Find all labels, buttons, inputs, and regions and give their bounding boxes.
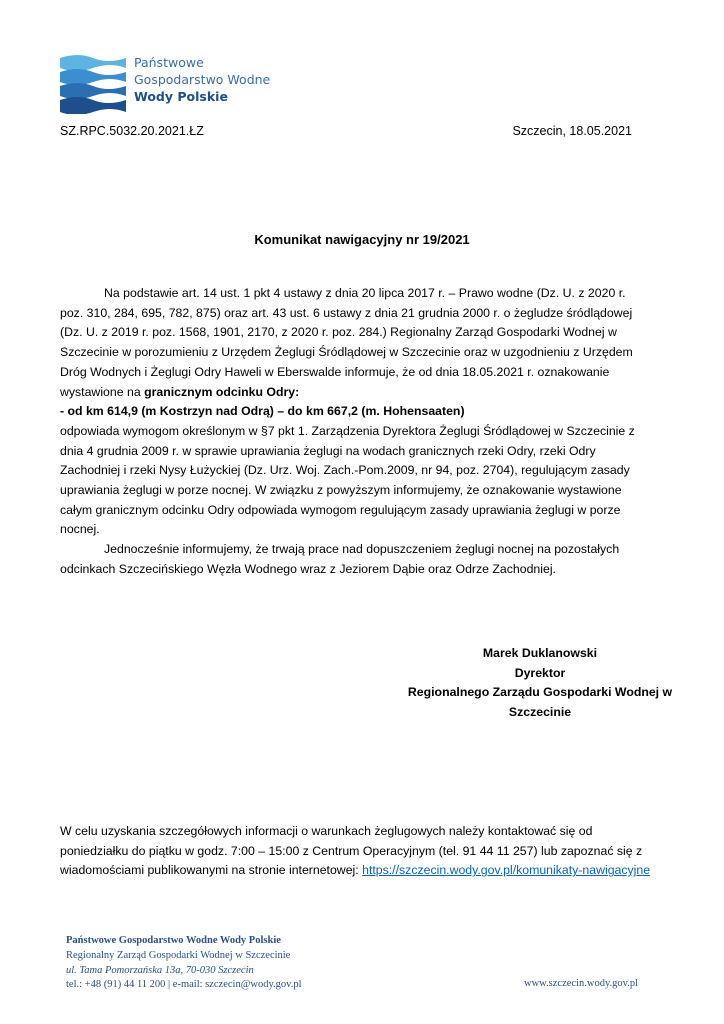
footer-line-3: ul. Tama Pomorzańska 13a, 70-030 Szczecin [66,964,254,976]
place-date: Szczecin, 18.05.2021 [512,124,632,138]
document-body [60,284,646,580]
contact-info [60,822,660,881]
paragraph-2: Jednocześnie informujemy, że trwają prace nad dopuszczeniem żeglugi nocnej na pozostałych odcinkach Szczecińskiego Węzła Wodnego wraz z Jeziorem Dąbie oraz Odrze Zachodniej. [60,542,620,576]
notices-link[interactable]: https://szczecin.wody.gov.pl/komunikaty-nawigacyjne [362,863,651,878]
signature-org-1: Regionalnego Zarządu Gospodarki Wodnej w [407,685,673,700]
logo-line-3: Wody Polskie [134,89,228,104]
signature-org-2: Szczecinie [508,705,572,720]
document-title: Komunikat nawigacyjny nr 19/2021 [254,232,470,247]
logo-line-2: Gospodarstwo Wodne [134,72,271,87]
paragraph-1-bold: granicznym odcinku Odry: [144,384,300,399]
logo-text [134,54,270,105]
footer-line-2: Regionalny Zarząd Gospodarki Wodnej w Szczecinie [66,949,291,961]
logo [60,52,290,122]
wody-polskie-logo-icon [60,52,126,114]
paragraph-1-rest: odpowiada wymogom określonym w §7 pkt 1. Zarządzenia Dyrektora Żeglugi Śródlądowej w Szczecinie z dnia 4 grudnia 2009 r. w sprawie uprawiania żeglugi na wodach granicznych rzeki Odry, rzeki Odry Zachodniej i rzeki Nysy Łużyckiej (Dz. Urz. Woj. Zach.-Pom.2009, nr 94, poz. 2704), regulującym zasady uprawiania żeglugi w porze nocnej. W związku z powyższym informujemy, że oznakowanie wystawione całym granicznym odcinku Odry odpowiada wymogom regulującym zasady uprawiania żeglugi w porze nocnej. [60,423,635,537]
footer-website: www.szczecin.wody.gov.pl [523,978,638,989]
signature-block [400,644,680,723]
reference-number: SZ.RPC.5032.20.2021.ŁZ [60,124,204,138]
footer-line-1: Państwowe Gospodarstwo Wodne Wody Polskie [66,935,281,946]
river-range: - od km 614,9 (m Kostrzyn nad Odrą) – do km 667,2 (m. Hohensaaten) [60,404,465,419]
logo-line-1: Państwowe [134,55,204,70]
paragraph-1-start: Na podstawie art. 14 ust. 1 pkt 4 ustawy z dnia 20 lipca 2017 r. – Prawo wodne (Dz. U. z 2020 r. poz. 310, 284, 695, 782, 875) oraz art. 43 ust. 6 ustawy z dnia 21 grudnia 2000 r. o żegludze śródlądowej (Dz. U. z 2019 r. poz. 1568, 1901, 2170, z 2020 r. poz. 284.) Regionalny Zarząd Gospodarki Wodnej w Szczecinie w porozumieniu z Urzędem Żeglugi Śródlądowej w Szczecinie oraz w uzgodnieniu z Urzędem Dróg Wodnych i Żeglugi Odry Haweli w Eberswalde informuje, że od dnia 18.05.2021 r. oznakowanie wystawione na [60,286,633,399]
footer-address [66,934,302,993]
signature-role: Dyrektor [514,665,566,680]
footer-line-4: tel.: +48 (91) 44 11 200 | e-mail: szczecin@wody.gov.pl [66,979,302,991]
signature-name: Marek Duklanowski [482,646,598,660]
contact-text: W celu uzyskania szczegółowych informacji o warunkach żeglugowych należy kontaktować się od poniedziałku do piątku w godz. 7:00 – 15:00 z Centrum Operacyjnym (tel. 91 44 11 257) lub zapoznać się z wiadomościami publikowanymi na stronie internetowej: [60,824,643,878]
paragraph-1 [60,284,646,402]
